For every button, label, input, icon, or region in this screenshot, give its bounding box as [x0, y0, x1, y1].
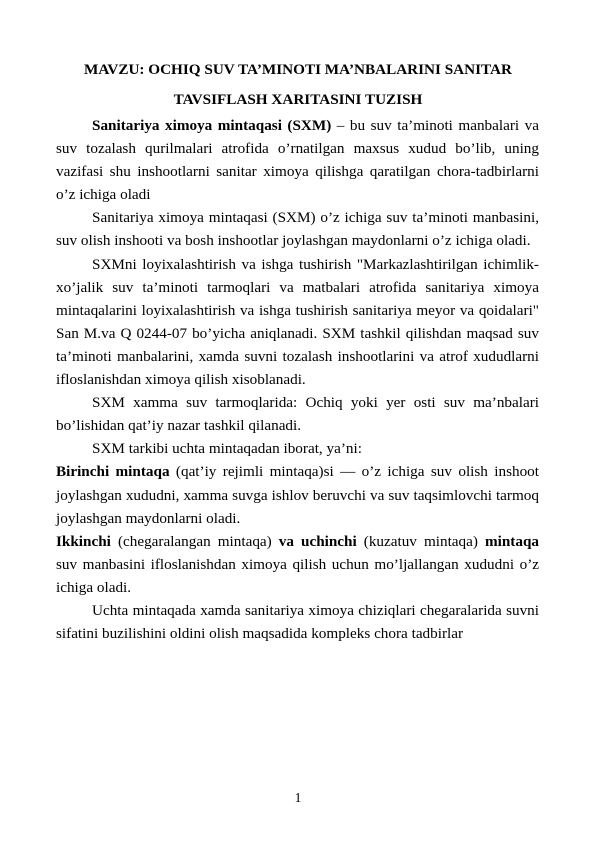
term-first-zone: Birinchi mintaqa [56, 463, 170, 481]
paragraph-sxm-contents: Sanitariya ximoya mintaqasi (SXM) o’z ichiga suv ta’minoti manbasini, suv olish inshooti va bosh inshootlar joylashgan maydonlarni o’z ichiga oladi. [56, 209, 539, 250]
paragraph-first-zone [56, 460, 539, 529]
term-third: va uchinchi [278, 532, 357, 550]
definition-text: – bu suv ta’minoti manbalari va suv tozalash qurilmalari atrofida o’rnatilgan maxsus xudud bo’lib, uning vazifasi shu inshootlarni sanitar ximoya qilishga qaratilgan chora-tadbirlarni o’z ichiga oladi [56, 117, 539, 204]
paragraph-second-third-zone [56, 530, 539, 599]
second-zone-text: (chegaralangan mintaqa) [110, 532, 279, 550]
third-zone-text: (kuzatuv mintaqa) [356, 532, 485, 550]
paragraph-sxm-networks: SXM xamma suv tarmoqlarida: Ochiq yoki yer osti suv ma’nbalari bo’lishidan qat’iy nazar tashkil qilanadi. [56, 394, 539, 435]
page-number: 1 [294, 790, 302, 805]
term-second: Ikkinchi [56, 532, 111, 550]
paragraph-sxm-design: SXMni loyixalashtirish va ishga tushirish "Markazlashtirilgan ichimlik-xo’jalik suv ta’minoti tarmoqlari va matbalari atrofida sanitariya ximoya mintaqalarini loyixalashtirish va ishga tushirish sanitariya meyor va qoidalari" San M.va Q 0244-07 bo’yicha aniqlanadi. SXM tashkil qilishdan maqsad suv ta’minoti manbalarini, xamda suvni tozalash inshootlarini va atrof xududlarni ifloslanishdan ximoya qilish xisoblanadi. [56, 255, 539, 389]
title-line-1: MAVZU: OCHIQ SUV TA’MINOTI MA’NBALARINI SANITAR [84, 61, 512, 78]
paragraph-measures: Uchta mintaqada xamda sanitariya ximoya chiziqlari chegaralarida suvni sifatini buzilishini oldini olish maqsadida kompleks chora tadbirlar [56, 601, 539, 643]
paragraph-sxm-structure: SXM tarkibi uchta mintaqadan iborat, ya’ni: [92, 440, 362, 458]
title-line-2: TAVSIFLASH XARITASINI TUZISH [173, 91, 423, 108]
paragraph-sxm-definition [56, 114, 539, 206]
term-sxm: Sanitariya ximoya mintaqasi (SXM) [92, 117, 332, 134]
first-zone-text: (qat’iy rejimli mintaqa)si — o’z ichiga suv olish inshoot joylashgan xududni, xamma suvga ishlov beruvchi va suv taqsimlovchi tarmoq joylashgan maydonlarni oladi. [56, 463, 539, 527]
term-zone: mintaqa [484, 532, 539, 550]
body-text [56, 114, 539, 645]
zone-purpose-text: suv manbasini ifloslanishdan ximoya qilish uchun mo’ljallangan xududni o’z ichiga oladi. [56, 555, 539, 596]
